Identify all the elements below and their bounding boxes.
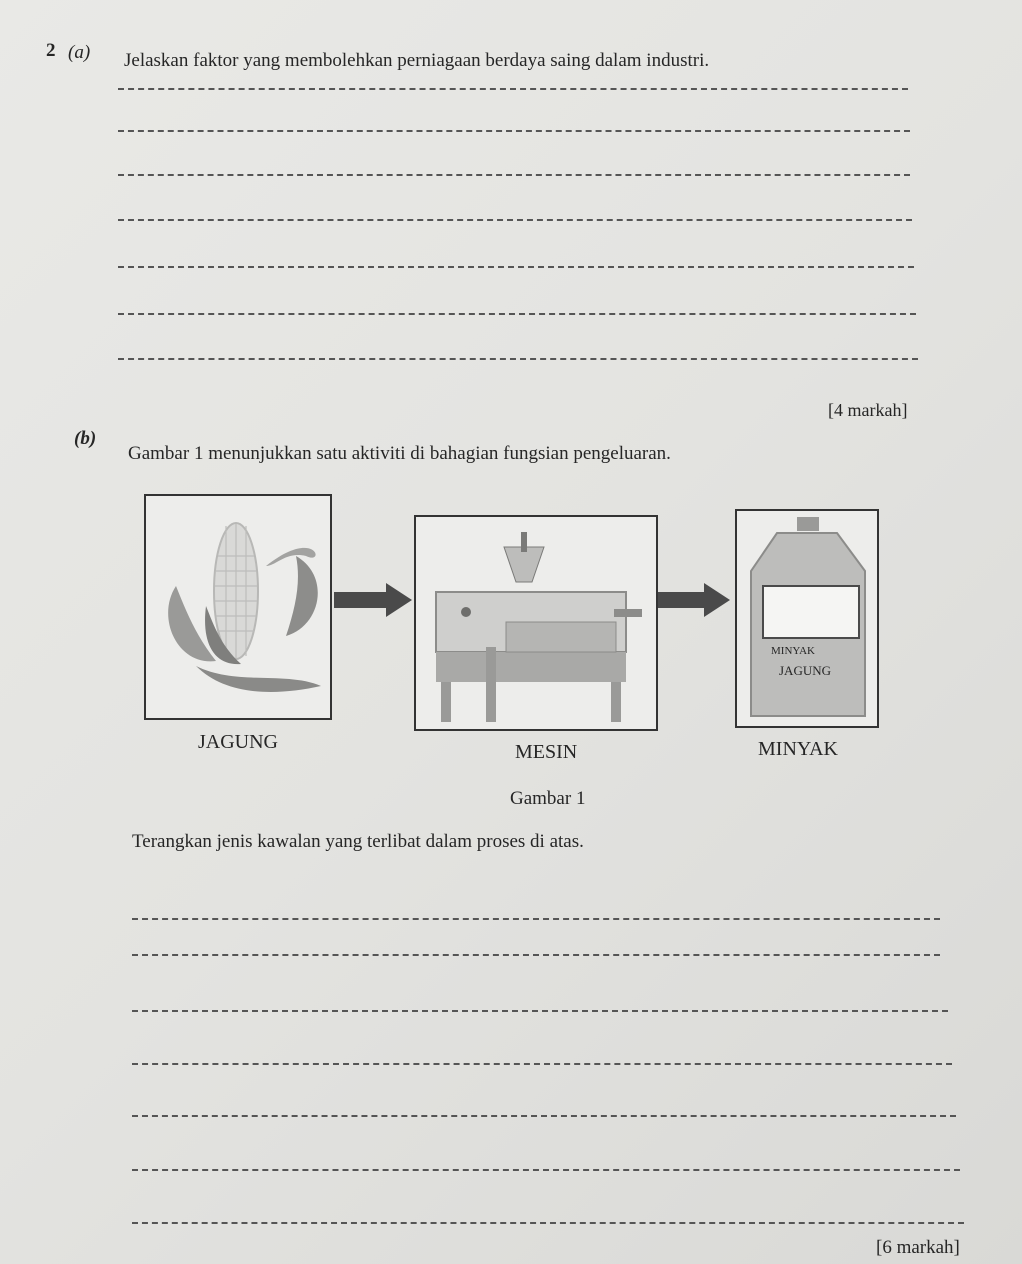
corn-image-box [144,494,332,720]
answer-line[interactable] [132,1010,948,1012]
part-a-question-text: Jelaskan faktor yang membolehkan perniagaan berdaya saing dalam industri. [124,50,710,71]
answer-line[interactable] [132,1063,952,1065]
bottle-label-line2: JAGUNG [779,663,831,678]
oil-image-box [735,509,879,728]
answer-line[interactable] [118,313,916,315]
answer-line[interactable] [118,88,908,90]
answer-line[interactable] [118,219,912,221]
answer-line[interactable] [132,1115,956,1117]
part-a-marks: [4 markah] [828,400,908,420]
answer-line[interactable] [132,918,940,920]
part-b-marks: [6 markah] [876,1237,960,1258]
arrow-right-icon [334,583,414,617]
oil-label: MINYAK [758,738,838,760]
part-b-instruction: Terangkan jenis kawalan yang terlibat dalam proses di atas. [132,831,584,852]
bottle-label-line1: MINYAK [771,645,815,657]
part-b-question-text: Gambar 1 menunjukkan satu aktiviti di bahagian fungsian pengeluaran. [128,443,671,464]
figure-caption: Gambar 1 [510,788,586,809]
part-b-label: (b) [74,428,97,449]
answer-line[interactable] [118,130,910,132]
answer-line[interactable] [118,266,914,268]
arrow-right-icon [658,583,732,617]
oil-bottle-icon [737,511,877,726]
answer-line[interactable] [132,1222,964,1224]
corn-label: JAGUNG [198,731,278,753]
machine-icon [416,517,656,729]
answer-line[interactable] [118,174,910,176]
machine-label: MESIN [515,741,578,763]
answer-line[interactable] [118,358,918,360]
answer-line[interactable] [132,1169,960,1171]
part-a-label: (a) [68,42,91,63]
question-number: 2 [46,40,56,61]
machine-image-box [414,515,658,731]
corn-icon [146,496,330,718]
answer-line[interactable] [132,954,940,956]
